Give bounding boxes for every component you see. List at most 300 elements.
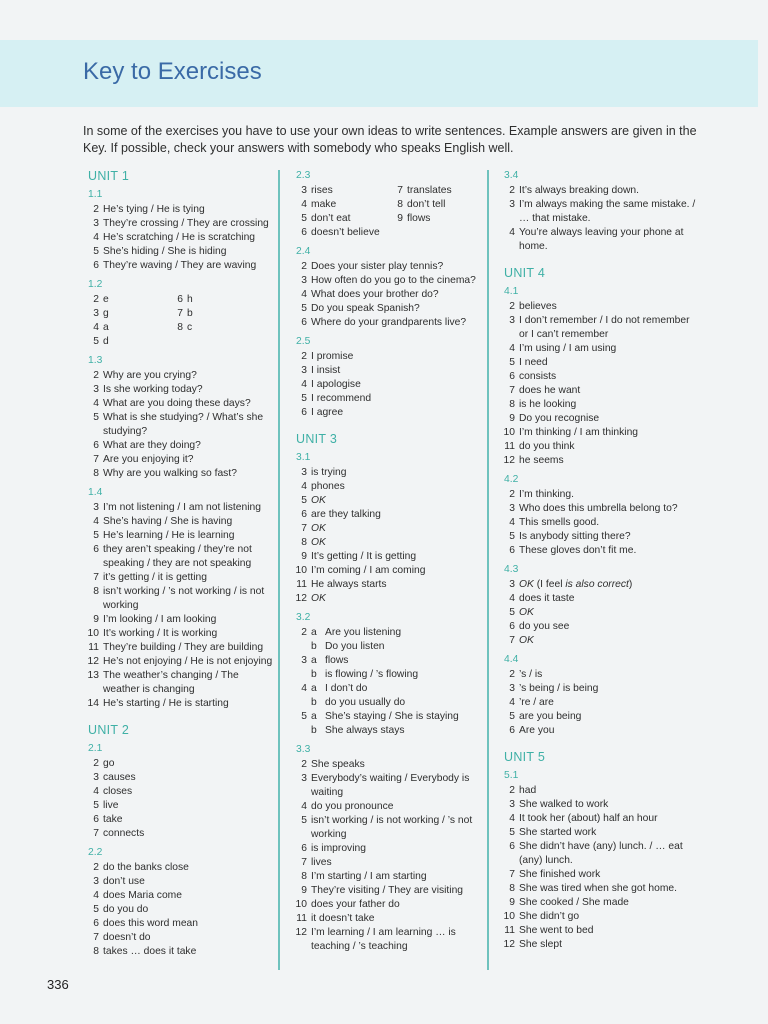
answer-number: 2 [509,185,515,196]
answer-number: 3 [93,218,99,229]
answer-list [83,861,275,959]
answer-text: I insist [311,365,341,376]
answer-item [387,226,407,240]
answer-item [499,606,699,620]
answer-text: These gloves don’t fit me. [519,545,637,556]
answer-text: don’t use [103,876,145,887]
exercise-number: 2.4 [296,246,311,257]
answer-text: c [187,322,193,333]
column-1 [83,165,275,959]
answer-item [499,530,699,544]
answer-number: 4 [93,398,99,409]
answer-text: I don’t do [325,683,368,694]
answer-item [499,226,699,254]
answer-number: 8 [177,322,183,333]
answer-text: I’m looking / I am looking [103,614,217,625]
answer-item [83,203,275,217]
answer-item [499,784,699,798]
unit-heading: UNIT 5 [504,750,546,764]
answer-list [499,300,699,468]
answer-number: 10 [503,911,515,922]
answer-item [291,302,489,316]
answer-number: 3 [93,876,99,887]
answer-item [387,184,452,198]
answer-number: 7 [301,857,307,868]
answer-text: He always starts [311,579,387,590]
answer-number: 9 [397,213,403,224]
answer-number: 11 [88,642,99,653]
answer-text: Are you listening [325,627,402,638]
answer-text: d [103,336,109,347]
answer-text: I’m using / I am using [519,343,617,354]
answer-number: 12 [503,455,515,466]
column-divider [278,170,280,970]
answer-text: She walked to work [519,799,609,810]
answer-item [83,861,275,875]
answer-item [83,641,275,655]
answer-text: He’s starting / He is starting [103,698,229,709]
answer-item [83,543,275,571]
exercise-number: 4.4 [504,654,519,665]
answer-number: 7 [93,828,99,839]
answer-text: does Maria come [103,890,182,901]
answer-text: h [187,294,193,305]
answer-text: I’m starting / I am starting [311,871,427,882]
answer-number: 11 [296,913,307,924]
answer-number [291,696,311,710]
answer-number: 6 [509,841,515,852]
answer-text: How often do you go to the cinema? [311,275,476,286]
answer-number: 4 [509,593,515,604]
answer-text: What is she studying? / What’s she studying? [103,412,264,437]
answer-number: 5 [93,246,99,257]
answer-item [499,384,699,398]
answer-text: She went to bed [519,925,594,936]
answer-text: ’s being / is being [519,683,599,694]
answer-text: She speaks [311,759,365,770]
answer-text: do you usually do [325,697,406,708]
answer-text: He’s scratching / He is scratching [103,232,256,243]
answer-item [499,882,699,896]
answer-item [499,454,699,468]
answer-text: This smells good. [519,517,600,528]
exercise-number: 4.3 [504,564,519,575]
answer-text: Why are you walking so fast? [103,468,237,479]
answer-item [83,529,275,543]
answer-text: ’re / are [519,697,554,708]
answer-text: What are you doing these days? [103,398,251,409]
answer-number: 5 [509,531,515,542]
answer-text: he seems [519,455,564,466]
answer-list [291,350,489,420]
answer-text: take [103,814,123,825]
answer-number: 6 [177,294,183,305]
answer-number: 12 [295,593,307,604]
intro-text: In some of the exercises you have to use your own ideas to write sentences. Example answers are given in the Key. If possible, check your answers with somebody who speaks English well. [83,124,697,155]
answer-item [499,398,699,412]
answer-item [83,571,275,585]
answer-item [291,856,489,870]
answer-number: 2 [301,759,307,770]
answer-item [499,812,699,826]
answer-item [83,245,275,259]
answer-number: 4 [301,379,307,390]
answer-number: 2 [509,785,515,796]
answer-text: She started work [519,827,597,838]
answer-text: do you do [103,904,149,915]
answer-number: 7 [509,869,515,880]
answer-item [83,467,275,481]
answer-item [499,578,699,592]
column-2 [291,165,489,954]
answer-item [291,274,489,288]
answer-text: Are you [519,725,555,736]
answer-list [291,466,489,606]
answer-item [291,926,489,954]
answer-text: I’m always making the same mistake. / … that mistake. [519,199,696,224]
answer-item [291,316,489,330]
answer-item [499,488,699,502]
answer-list [499,668,699,738]
answer-number: 8 [509,883,515,894]
answer-item [83,757,275,771]
answer-item [499,668,699,682]
answer-groups [291,626,489,738]
answer-number: 6 [509,371,515,382]
answer-item [83,655,275,669]
answer-number: 9 [93,614,99,625]
answer-number: 4 [301,289,307,300]
answer-text: I’m thinking / I am thinking [519,427,639,438]
answer-item [499,798,699,812]
answer-item [291,578,489,592]
answer-number: 3 [509,683,515,694]
answer-text: closes [103,786,133,797]
answer-item [167,335,187,349]
answer-number: 9 [301,885,307,896]
answer-item [83,889,275,903]
answer-text: g [103,308,109,319]
answer-number: 4 [301,199,307,210]
answer-pairs [83,293,275,349]
exercise-number: 3.1 [296,452,311,463]
answer-item [291,378,489,392]
answer-text: She was tired when she got home. [519,883,677,894]
answer-text: it’s getting / it is getting [103,572,207,583]
answer-item [499,924,699,938]
answer-number: 7 [509,635,515,646]
answer-text: She slept [519,939,562,950]
answer-number: 5 [301,711,307,722]
answer-item [291,626,489,640]
answer-item [499,620,699,634]
answer-item [291,288,489,302]
answer-number [291,724,311,738]
answer-text: I’m learning / I am learning … is teaching / ’s teaching [311,927,456,952]
answer-item [291,884,489,898]
answer-item [291,508,489,522]
page-title: Key to Exercises [83,58,262,85]
answer-item [291,536,489,550]
answer-text: He’s learning / He is learning [103,530,235,541]
answer-number: 6 [301,509,307,520]
exercise-number: 3.3 [296,744,311,755]
answer-item [499,356,699,370]
answer-item [83,231,275,245]
answer-item [291,800,489,814]
answer-item [83,945,275,959]
answer-number: 4 [93,516,99,527]
answer-number: 4 [301,683,307,694]
answer-text: He’s not enjoying / He is not enjoying [103,656,273,667]
answer-number: 2 [93,370,99,381]
answer-list [499,592,699,648]
answer-pair-row [83,293,275,307]
answer-text: OK [519,635,534,646]
answer-number: 3 [301,467,307,478]
answer-number: 4 [93,786,99,797]
answer-number: 2 [509,301,515,312]
answer-number: 4 [93,232,99,243]
answer-text: She’s staying / She is staying [325,711,459,722]
answer-text: They’re crossing / They are crossing [103,218,269,229]
answer-text: flows [407,213,431,224]
answer-number: 7 [93,572,99,583]
answer-text: I apologise [311,379,361,390]
answer-number: 2 [301,627,307,638]
answer-number: 3 [93,384,99,395]
answer-item [83,917,275,931]
answer-text: OK (I feel is also correct) [519,579,633,590]
answer-item [291,898,489,912]
answer-list [83,501,275,711]
exercise-number: 4.1 [504,286,519,297]
unit-heading: UNIT 3 [296,432,338,446]
answer-text: is improving [311,843,366,854]
answer-text: It’s getting / It is getting [311,551,417,562]
answer-number: 6 [93,918,99,929]
answer-text: Do you listen [325,641,385,652]
answer-item [387,212,430,226]
answer-text: does he want [519,385,581,396]
answer-text: She’s having / She is having [103,516,233,527]
answer-number: 7 [93,932,99,943]
answer-text: Does your sister play tennis? [311,261,444,272]
answer-text: believes [519,301,557,312]
answer-item [291,494,489,508]
answer-item [291,550,489,564]
answer-item [83,453,275,467]
answer-item [83,697,275,711]
answer-number: 9 [509,897,515,908]
answer-text: Everybody’s waiting / Everybody is waiting [311,773,470,798]
answer-number: 3 [509,799,515,810]
answer-item [291,724,489,738]
answer-item [291,364,489,378]
answer-number: 5 [509,827,515,838]
answer-text: It took her (about) half an hour [519,813,658,824]
answer-number: 5 [93,336,99,347]
answer-text: She finished work [519,869,601,880]
sub-letter: a [311,655,317,666]
answer-number: 8 [397,199,403,210]
answer-number [387,226,407,240]
answer-item [291,406,489,420]
answer-text: They’re visiting / They are visiting [311,885,464,896]
answer-number: 3 [93,308,99,319]
answer-text: ’s / is [519,669,543,680]
answer-item [291,814,489,842]
answer-number: 2 [93,294,99,305]
answer-text: takes … does it take [103,946,197,957]
answer-text: is he looking [519,399,577,410]
answer-item [83,217,275,231]
answer-text: I’m thinking. [519,489,574,500]
answer-number: 6 [509,545,515,556]
answer-text: She cooked / She made [519,897,629,908]
answer-number: 4 [509,517,515,528]
answer-number: 4 [93,890,99,901]
answer-number: 6 [93,544,99,555]
answer-item [83,585,275,613]
answer-item [499,724,699,738]
answer-item [499,868,699,882]
answer-item [83,411,275,439]
answer-item [83,827,275,841]
answer-item [291,668,489,682]
answer-text: I’m coming / I am coming [311,565,426,576]
answer-number: 12 [503,939,515,950]
answer-text: b [187,308,193,319]
answer-text: Where do your grandparents live? [311,317,467,328]
answer-item [291,696,489,710]
answer-text: They’re building / They are building [103,642,264,653]
answer-item [499,412,699,426]
answer-number: 10 [87,628,99,639]
answer-item [499,592,699,606]
answer-pair-row [291,226,489,240]
answer-list [499,488,699,558]
answer-text: lives [311,857,332,868]
answer-text: is trying [311,467,347,478]
answer-text: Why are you crying? [103,370,197,381]
answer-text: She’s hiding / She is hiding [103,246,227,257]
answer-text: You’re always leaving your phone at home. [519,227,684,252]
answer-item [291,682,489,696]
answer-number: 10 [295,565,307,576]
answer-text: isn’t working / ’s not working / is not working [103,586,265,611]
answer-text: don’t tell [407,199,446,210]
answer-number: 5 [93,800,99,811]
unit-heading: UNIT 4 [504,266,546,280]
answer-text: are they talking [311,509,381,520]
answer-item [499,184,699,198]
answer-text: I recommend [311,393,372,404]
answer-number: 8 [301,871,307,882]
answer-number [291,668,311,682]
answer-number: 8 [509,399,515,410]
answer-number: 8 [301,537,307,548]
answer-item [167,321,192,335]
answer-item [291,522,489,536]
answer-item [499,826,699,840]
answer-number: 11 [504,925,515,936]
exercise-number: 3.4 [504,170,519,181]
answer-text: OK [311,593,326,604]
answer-text: consists [519,371,557,382]
answer-number: 5 [301,815,307,826]
answer-text: It’s working / It is working [103,628,218,639]
answer-number: 3 [301,275,307,286]
answer-number: 2 [93,758,99,769]
answer-number: 2 [301,351,307,362]
answer-text: The weather’s changing / The weather is changing [103,670,239,695]
answer-text: make [311,199,337,210]
exercise-number: 1.3 [88,355,103,366]
answer-number: 4 [301,801,307,812]
answer-number: 12 [87,656,99,667]
answer-number: 7 [93,454,99,465]
answer-item [499,370,699,384]
answer-item [291,350,489,364]
answer-number: 10 [295,899,307,910]
answer-text: doesn’t do [103,932,151,943]
sub-letter: a [311,683,317,694]
answer-item [291,260,489,274]
answer-number: 12 [295,927,307,938]
answer-item [83,785,275,799]
answer-item [291,198,387,212]
answer-text: do you pronounce [311,801,394,812]
header-banner [0,40,758,107]
answer-text: Who does this umbrella belong to? [519,503,678,514]
answer-item [83,383,275,397]
answer-text: What are they doing? [103,440,201,451]
answer-text: OK [311,523,326,534]
exercise-number: 2.1 [88,743,103,754]
answer-item [499,342,699,356]
answer-number: 6 [301,227,307,238]
answer-number: 14 [87,698,99,709]
answer-item [499,314,699,342]
answer-text: connects [103,828,145,839]
answer-item [291,654,489,668]
answer-number: 6 [93,260,99,271]
answer-text: doesn’t believe [311,227,380,238]
answer-number: 2 [93,862,99,873]
answer-number: 6 [301,317,307,328]
sub-letter: b [311,669,317,680]
answer-item [499,910,699,924]
answer-item [291,226,387,240]
answer-text: is flowing / ’s flowing [325,669,419,680]
answer-number: 5 [301,303,307,314]
answer-item [291,842,489,856]
answer-list [83,203,275,273]
answer-text: She always stays [325,725,405,736]
answer-number: 5 [509,711,515,722]
sub-letter: a [311,711,317,722]
page-number: 336 [47,977,69,992]
answer-item [291,710,489,724]
answer-item [83,293,167,307]
answer-number [291,640,311,654]
answer-item [499,634,699,648]
answer-item [499,896,699,910]
answer-pair-row [83,307,275,321]
answer-item [499,544,699,558]
answer-text: does your father do [311,899,400,910]
